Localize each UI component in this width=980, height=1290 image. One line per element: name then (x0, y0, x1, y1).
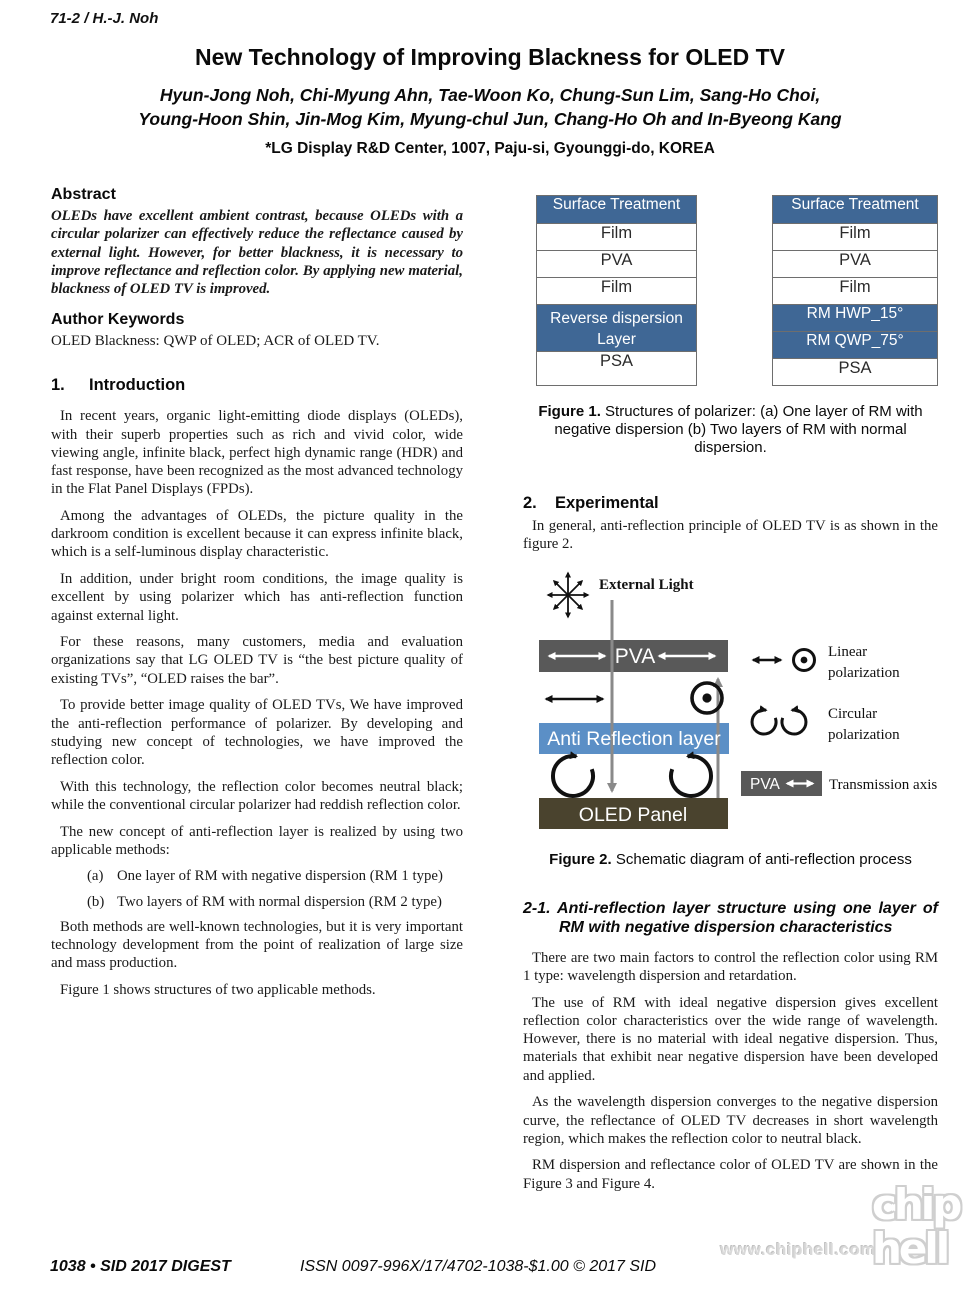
legend-transmission-label: Transmission axis (829, 776, 938, 793)
layer-cell: Surface Treatment (537, 196, 696, 223)
figure2-caption-label: Figure 2. (549, 850, 612, 868)
footer-page-info: 1038 • SID 2017 DIGEST (50, 1258, 231, 1275)
layer-cell: PSA (773, 358, 937, 385)
section-2-1-paragraphs (523, 949, 938, 1193)
paragraph: In addition, under bright room conditions, the image quality is excellent by using polarizer which has anti-reflection function against external light. (51, 571, 463, 624)
method-list (51, 867, 463, 910)
figure2-caption-text: Schematic diagram of anti-reflection process (611, 850, 912, 868)
paragraph: The new concept of anti-reflection layer is realized by using two applicable methods: (51, 823, 463, 858)
authors-line-1: Hyun-Jong Noh, Chi-Myung Ahn, Tae-Woon Ko, Chung-Sun Lim, Sang-Ho Choi, (159, 85, 821, 105)
left-column (51, 186, 463, 1008)
method-text: One layer of RM with negative dispersion (RM 1 type) (117, 868, 443, 885)
paragraph: Among the advantages of OLEDs, the picture quality in the darkroom condition is excellent because it can express infinite black, which is a self-luminous display characteristic. (51, 508, 463, 561)
layer-cell: PSA (537, 351, 696, 378)
layer-cell: Film (773, 223, 937, 250)
section-2-heading (523, 494, 938, 513)
method-item (51, 867, 463, 885)
external-light-star-icon (548, 573, 588, 617)
abstract-heading: Abstract (51, 186, 116, 203)
intro-paragraphs-after (51, 918, 463, 999)
keywords-body: OLED Blackness: QWP of OLED; ACR of OLED TV. (51, 333, 380, 350)
section-2-number: 2. (523, 494, 537, 512)
watermark-url: www.chiphell.com (720, 1240, 876, 1259)
paragraph: For these reasons, many customers, media and evaluation organizations say that LG OLED TV is “the best picture quality of existing TVs”, “OLED raises the bar”. (51, 634, 463, 687)
legend-pva-label: PVA (750, 775, 780, 793)
chiphell-logo-line2: hell (872, 1224, 948, 1273)
figure1-caption-text: Structures of polarizer: (a) One layer of RM with negative dispersion (b) Two layers of RM with normal dispersion. (554, 403, 923, 456)
layer-cell: Film (773, 277, 937, 304)
layer-cell: Film (537, 277, 696, 304)
section-2-1-heading: 2-1. Anti-reflection layer structure using one layer of RM with negative dispersion characteristics (523, 899, 938, 937)
figure1-caption-label: Figure 1. (538, 403, 601, 420)
legend-cw-arrow-icon (752, 710, 776, 734)
paragraph: In recent years, organic light-emitting diode displays (OLEDs), with their superb properties such as rich and vivid color, wide viewing angle, infinite black, perfect high dynamic range (HDR) and fast response, have been recognized as the most advanced technology in the Flat Panel Displays (FPDs). (51, 408, 463, 498)
footer-issn: ISSN 0097-996X/17/4702-1038-$1.00 © 2017 SID (300, 1258, 657, 1275)
oled-panel-label: OLED Panel (578, 803, 688, 826)
figure2-diagram (523, 562, 938, 842)
keywords-heading: Author Keywords (51, 311, 185, 329)
chiphell-logo-icon (872, 1180, 980, 1273)
method-marker: (a) (87, 868, 104, 885)
section-1-number: 1. (51, 376, 65, 395)
method-text: Two layers of RM with normal dispersion (RM 2 type) (117, 893, 442, 910)
pva-bar-label: PVA (614, 644, 656, 668)
paragraph: Both methods are well-known technologies, but it is very important technology development from the point of realization of large size and mass production. (51, 918, 463, 972)
section-1-heading (51, 376, 463, 395)
figure1 (523, 195, 938, 386)
figure1-stack-a (536, 195, 697, 386)
running-header: 71-2 / H.-J. Noh (50, 10, 159, 27)
abstract-body: OLEDs have excellent ambient contrast, because OLEDs with a circular polarizer can effectively reduce the reflectance caused by external light. However, for better blackness, it is necessary to improve reflectance and reflection color. By applying new material, blackness of OLED TV is improved. (51, 208, 463, 298)
authors-line-2: Young-Hoon Shin, Jin-Mog Kim, Myung-chul Jun, Chang-Ho Oh and In-Byeong Kang (138, 109, 842, 129)
layer-cell: PVA (537, 250, 696, 277)
section-1-title: Introduction (89, 376, 186, 395)
paper-title: New Technology of Improving Blackness for OLED TV (195, 44, 785, 70)
paragraph: With this technology, the reflection color becomes neutral black; while the conventional circular polarizer had reddish reflection color. (51, 778, 463, 813)
paragraph: As the wavelength dispersion converges to the negative dispersion curve, the reflectance of OLED TV decreases in short wavelength region, which makes the reflection color to neutral black. (523, 1094, 938, 1147)
method-marker: (b) (87, 893, 105, 910)
layer-cell: Surface Treatment (773, 196, 937, 223)
layer-cell: Film (537, 223, 696, 250)
intro-paragraphs (51, 407, 463, 858)
right-column (523, 192, 938, 1201)
figure2-caption (523, 851, 938, 869)
experimental-intro: In general, anti-reflection principle of OLED TV is as shown in the figure 2. (523, 518, 938, 553)
layer-cell: Reverse dispersion Layer (537, 304, 696, 351)
paragraph: Figure 1 shows structures of two applicable methods. (60, 981, 376, 998)
figure1-caption (523, 403, 938, 457)
external-light-label: External Light (599, 576, 694, 593)
figure1-stack-b (772, 195, 938, 386)
section-2-title: Experimental (555, 494, 659, 512)
anti-reflection-label: Anti Reflection layer (547, 727, 721, 750)
paragraph: To provide better image quality of OLED TVs, We have improved the anti-reflection performance of polarizer. By developing and studying new concept of technologies, we have improved the reflection color. (51, 697, 463, 768)
legend-circular-line2: polarization (828, 726, 900, 743)
ccw-circular-arrow-icon (671, 756, 711, 796)
layer-cell: PVA (773, 250, 937, 277)
legend-circle-dot-icon (794, 649, 815, 670)
layer-cell: RM HWP_15° (773, 304, 937, 331)
affiliation: *LG Display R&D Center, 1007, Paju-si, Gyounggi-do, KOREA (265, 140, 715, 157)
layer-cell: RM QWP_75° (773, 331, 937, 358)
legend-ccw-arrow-icon (782, 710, 806, 734)
legend-linear-line2: polarization (828, 664, 900, 681)
paragraph: RM dispersion and reflectance color of OLED TV are shown in the Figure 3 and Figure 4. (523, 1157, 938, 1192)
paragraph: There are two main factors to control the reflection color using RM 1 type: wavelength dispersion and retardation. (523, 949, 938, 985)
legend-linear-line1: Linear (828, 643, 868, 660)
legend-circular-line1: Circular (828, 705, 878, 722)
paragraph: The use of RM with ideal negative dispersion gives excellent reflection color characteristics over the wide range of wavelength. However, there is no material with ideal negative dispersion. Thus, materials that exhibit near negative dispersion have been developed and applied. (523, 994, 938, 1084)
method-item (51, 893, 463, 911)
cw-circular-arrow-icon (553, 756, 593, 796)
chiphell-logo-line1: chip (872, 1180, 960, 1229)
